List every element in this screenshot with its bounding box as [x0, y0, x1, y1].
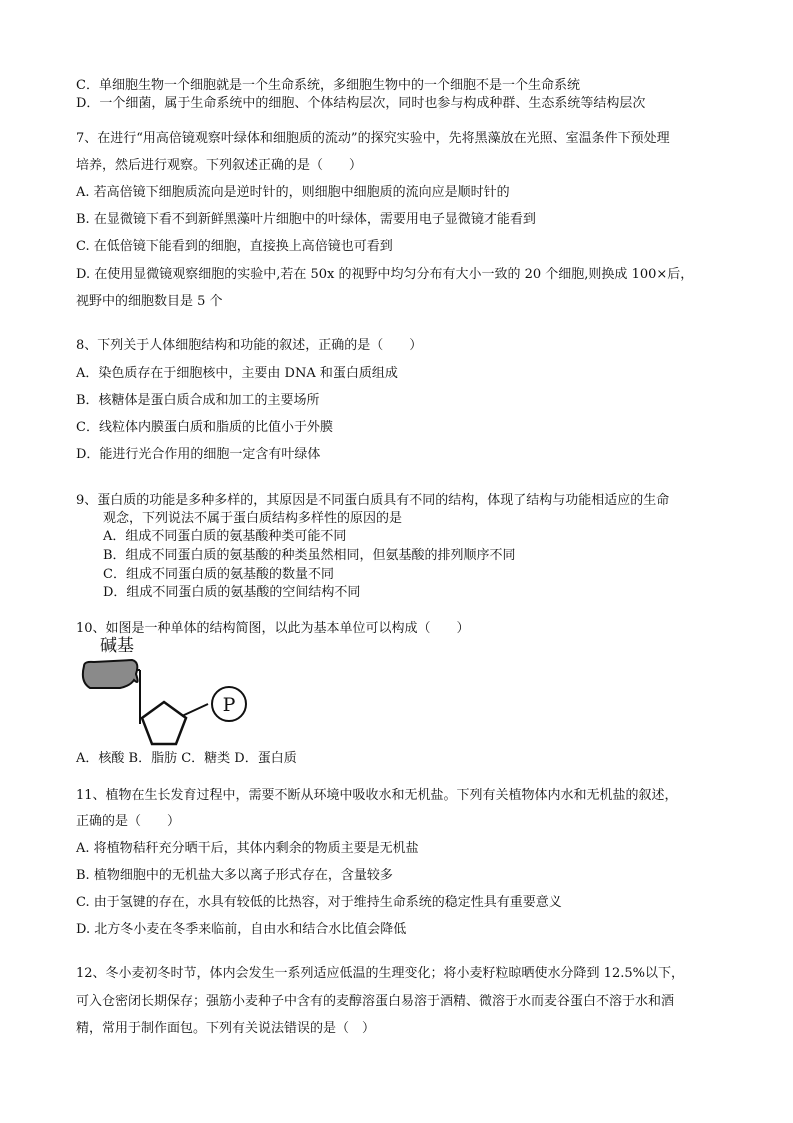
q9-stem-line2: 观念，下列说法不属于蛋白质结构多样性的原因的是	[103, 511, 403, 526]
q9-option-d: D．组成不同蛋白质的氨基酸的空间结构不同	[103, 585, 361, 600]
q11-stem-line2: 正确的是（ ）	[76, 814, 181, 829]
nucleotide-diagram	[78, 636, 258, 748]
q8-stem: 8、下列关于人体细胞结构和功能的叙述，正确的是（ ）	[76, 338, 423, 353]
q6-option-d: D．一个细菌，属于生命系统中的细胞、个体结构层次，同时也参与构成种群、生态系统等结构层次	[76, 96, 646, 111]
base-shape	[83, 660, 138, 688]
q9-stem-line1: 9、蛋白质的功能是多种多样的，其原因是不同蛋白质具有不同的结构，体现了结构与功能相适应的生命	[76, 493, 670, 508]
q7-stem-line2: 培养，然后进行观察。下列叙述正确的是（ ）	[76, 158, 363, 173]
base-label: 碱基	[100, 636, 134, 656]
q10-options: A．核酸 B．脂肪 C．糖类 D．蛋白质	[76, 751, 297, 766]
q8-option-a: A．染色质存在于细胞核中，主要由 DNA 和蛋白质组成	[76, 366, 398, 381]
q9-option-b: B．组成不同蛋白质的氨基酸的种类虽然相同，但氨基酸的排列顺序不同	[103, 548, 516, 563]
q7-option-d-line1: D. 在使用显微镜观察细胞的实验中,若在 50x 的视野中均匀分布有大小一致的 20 个细胞,则换成 100×后，	[76, 267, 694, 282]
q7-stem-line1: 7、在进行“用高倍镜观察叶绿体和细胞质的流动”的探究实验中，先将黑藻放在光照、室温条件下预处理	[76, 131, 670, 146]
q12-stem-line2: 可入仓密闭长期保存；强筋小麦种子中含有的麦醇溶蛋白易溶于酒精、微溶于水而麦谷蛋白不溶于水和酒	[76, 994, 675, 1009]
pentose-sugar-shape	[142, 702, 186, 744]
q11-option-d: D. 北方冬小麦在冬季来临前，自由水和结合水比值会降低	[76, 922, 407, 937]
q7-option-d-line2: 视野中的细胞数目是 5 个	[76, 294, 223, 309]
phosphate-label: P	[222, 694, 236, 716]
q12-stem-line1: 12、冬小麦初冬时节，体内会发生一系列适应低温的生理变化；将小麦籽粒晾晒使水分降到 12.5%以下，	[76, 966, 684, 981]
q11-option-a: A. 将植物秸秆充分晒干后，其体内剩余的物质主要是无机盐	[76, 841, 419, 856]
q7-option-a: A. 若高倍镜下细胞质流向是逆时针的，则细胞中细胞质的流向应是顺时针的	[76, 185, 510, 200]
q8-option-c: C．线粒体内膜蛋白质和脂质的比值小于外膜	[76, 420, 333, 435]
q9-option-c: C．组成不同蛋白质的氨基酸的数量不同	[103, 567, 334, 582]
q11-stem-line1: 11、植物在生长发育过程中，需要不断从环境中吸收水和无机盐。下列有关植物体内水和无机盐的叙述，	[76, 788, 678, 803]
q7-option-b: B. 在显微镜下看不到新鲜黑藻叶片细胞中的叶绿体，需要用电子显微镜才能看到	[76, 212, 536, 227]
q10-stem: 10、如图是一种单体的结构简图，以此为基本单位可以构成（ ）	[76, 621, 470, 636]
q7-option-c: C. 在低倍镜下能看到的细胞，直接换上高倍镜也可看到	[76, 239, 393, 254]
q11-option-b: B. 植物细胞中的无机盐大多以离子形式存在，含量较多	[76, 868, 393, 883]
q11-option-c: C. 由于氢键的存在，水具有较低的比热容，对于维持生命系统的稳定性具有重要意义	[76, 895, 562, 910]
q6-option-c: C．单细胞生物一个细胞就是一个生命系统，多细胞生物中的一个细胞不是一个生命系统	[76, 78, 580, 93]
q9-option-a: A．组成不同蛋白质的氨基酸种类可能不同	[103, 529, 347, 544]
q8-option-d: D．能进行光合作用的细胞一定含有叶绿体	[76, 447, 321, 462]
sugar-phosphate-bond	[182, 704, 208, 716]
q8-option-b: B．核糖体是蛋白质合成和加工的主要场所	[76, 393, 320, 408]
q12-stem-line3: 精，常用于制作面包。下列有关说法错误的是（ ）	[76, 1021, 376, 1036]
